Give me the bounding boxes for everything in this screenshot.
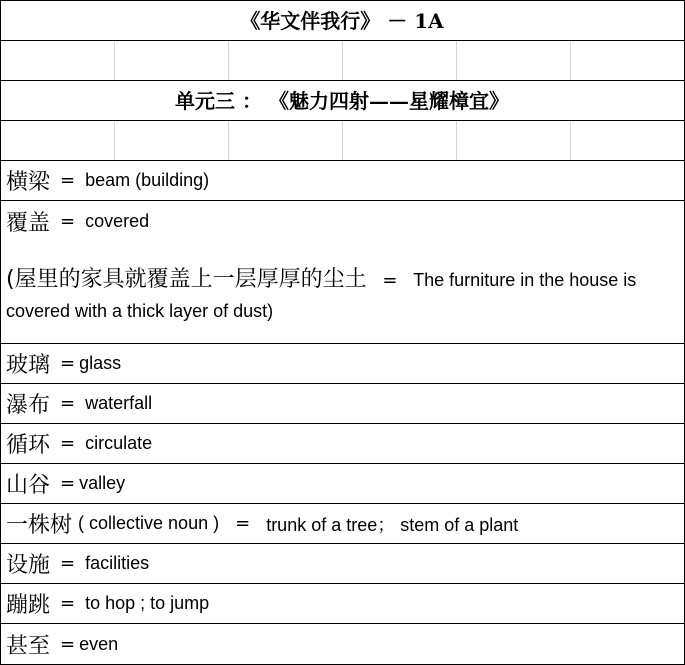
vocab-chinese: 山谷 <box>6 473 51 498</box>
vocab-chinese: 覆盖 <box>6 210 51 236</box>
equals-sign: = <box>60 633 76 655</box>
vocab-chinese: 一株树 <box>6 513 73 538</box>
blank-grid-row-1 <box>0 41 684 81</box>
grid-line <box>570 121 571 160</box>
vocab-english: valley <box>79 473 126 493</box>
unit-title-row <box>0 81 684 121</box>
grid-line <box>114 121 115 160</box>
vocab-chinese: 瀑布 <box>6 393 51 418</box>
vocab-row <box>0 504 684 544</box>
example-chinese: (屋里的家具就覆盖上一层厚厚的尘土 <box>6 267 367 292</box>
vocab-english: trunk of a tree； stem of a plant <box>266 514 519 535</box>
vocab-english: circulate <box>85 433 153 453</box>
blank-grid-row-2 <box>0 121 684 161</box>
vocab-chinese: 蹦跳 <box>6 593 51 618</box>
vocab-english: to hop ; to jump <box>85 593 210 613</box>
vocab-row <box>0 344 684 384</box>
vocab-chinese: 玻璃 <box>6 353 51 378</box>
vocab-row <box>0 424 684 464</box>
vocab-english: beam (building) <box>85 170 210 190</box>
equals-sign: = <box>60 170 76 191</box>
vocab-row <box>0 161 684 201</box>
grid-line <box>228 41 229 80</box>
vocab-chinese: 循环 <box>6 433 51 458</box>
vocab-row <box>0 624 684 665</box>
title-row <box>0 0 684 41</box>
equals-sign: = <box>382 270 398 291</box>
grid-line <box>228 121 229 160</box>
grid-line <box>114 41 115 80</box>
example-english: The furniture in the house is covered with a thick layer of dust) <box>6 270 637 321</box>
vocab-english: waterfall <box>85 393 153 413</box>
vocab-english: even <box>79 633 119 654</box>
vocab-row <box>0 584 684 624</box>
equals-sign: = <box>60 353 76 374</box>
grid-line <box>342 121 343 160</box>
vocab-english: covered <box>85 210 150 231</box>
grid-line <box>570 41 571 80</box>
grid-line <box>456 121 457 160</box>
unit-title: 单元三 ： 《魅力四射——星耀樟宜》 <box>175 89 509 113</box>
equals-sign: = <box>60 593 76 614</box>
page-title: 《华文伴我行》 － 1A <box>240 9 444 33</box>
vocab-row <box>0 544 684 584</box>
equals-sign: = <box>235 513 251 534</box>
grid-line <box>342 41 343 80</box>
vocab-row <box>0 384 684 424</box>
vocab-english: glass <box>79 353 122 373</box>
example-sentence <box>0 265 684 327</box>
vocab-english: facilities <box>85 553 150 573</box>
equals-sign: = <box>60 553 76 574</box>
vocab-row-with-example <box>0 201 684 344</box>
vocab-chinese: 甚至 <box>6 633 51 659</box>
equals-sign: = <box>60 393 76 414</box>
grid-line <box>456 41 457 80</box>
vocab-chinese: 设施 <box>6 553 51 578</box>
vocab-row <box>0 464 684 504</box>
equals-sign: = <box>60 473 76 494</box>
equals-sign: = <box>60 210 76 232</box>
vocab-entry <box>0 201 684 241</box>
vocab-chinese: 横梁 <box>6 170 51 195</box>
vocab-note: ( collective noun ) <box>78 513 220 533</box>
equals-sign: = <box>60 433 76 454</box>
